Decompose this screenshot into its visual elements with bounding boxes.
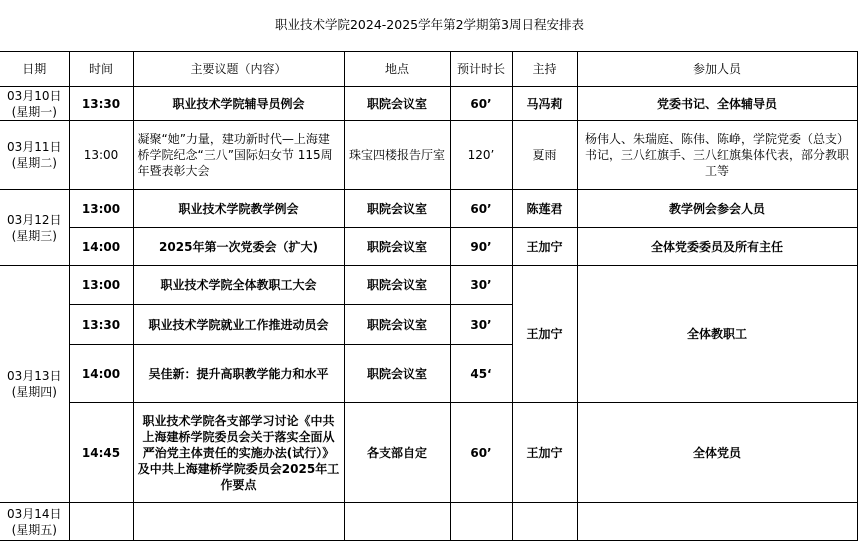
weekday-label: (星期三) (11, 228, 57, 243)
participants-cell: 教学例会参会人员 (577, 190, 857, 228)
duration-cell: 45‘ (450, 345, 512, 403)
duration-cell: 60’ (450, 87, 512, 121)
date-label: 03月10日 (6, 88, 62, 103)
table-row (0, 503, 857, 541)
duration-cell: 90’ (450, 228, 512, 266)
duration-cell: 60’ (450, 403, 512, 503)
date-label: 03月11日 (6, 140, 62, 154)
date-cell (0, 266, 69, 503)
date-label: 03月12日 (6, 212, 62, 227)
time-cell (69, 503, 133, 541)
table-row (0, 228, 857, 266)
host-cell: 王加宁 (512, 403, 577, 503)
weekday-label: (星期一) (11, 104, 57, 119)
duration-cell: 30’ (450, 305, 512, 345)
weekday-label: (星期四) (11, 385, 57, 399)
table-row (0, 121, 857, 190)
location-cell: 职院会议室 (344, 228, 450, 266)
table-row (0, 403, 857, 503)
time-cell: 13:00 (69, 190, 133, 228)
topic-cell: 吴佳新：提升高职教学能力和水平 (133, 345, 344, 403)
time-cell: 13:00 (69, 121, 133, 190)
topic-cell: 凝聚“她”力量，建功新时代—上海建桥学院纪念“三八”国际妇女节 115周年暨表彰大会 (133, 121, 344, 190)
time-cell: 13:30 (69, 87, 133, 121)
topic-cell: 职业技术学院全体教职工大会 (133, 266, 344, 305)
duration-cell: 30’ (450, 266, 512, 305)
duration-cell: 60’ (450, 190, 512, 228)
location-cell: 职院会议室 (344, 87, 450, 121)
location-cell: 职院会议室 (344, 190, 450, 228)
header-row (0, 52, 857, 87)
page-title: 职业技术学院2024-2025学年第2学期第3周日程安排表 (274, 17, 585, 32)
header-participants: 参加人员 (577, 52, 857, 87)
participants-cell: 党委书记、全体辅导员 (577, 87, 857, 121)
date-label: 03月14日 (6, 506, 62, 521)
topic-cell: 职业技术学院教学例会 (133, 190, 344, 228)
location-cell: 珠宝四楼报告厅室 (344, 121, 450, 190)
table-row (0, 266, 857, 305)
header-date: 日期 (0, 52, 69, 87)
participants-cell: 杨伟人、朱瑞庭、陈伟、陈峥，学院党委（总支）书记，三八红旗手、三八红旗集体代表，部分教职工等 (577, 121, 857, 190)
host-cell (512, 503, 577, 541)
duration-cell (450, 503, 512, 541)
participants-cell: 全体党员 (577, 403, 857, 503)
time-cell: 13:30 (69, 305, 133, 345)
participants-cell (577, 503, 857, 541)
weekday-label: (星期二) (11, 156, 57, 170)
topic-cell: 职业技术学院就业工作推进动员会 (133, 305, 344, 345)
date-cell (0, 87, 69, 121)
topic-cell: 2025年第一次党委会（扩大) (133, 228, 344, 266)
header-time: 时间 (69, 52, 133, 87)
participants-cell: 全体党委委员及所有主任 (577, 228, 857, 266)
date-cell (0, 503, 69, 541)
location-cell: 职院会议室 (344, 266, 450, 305)
host-cell: 王加宁 (512, 266, 577, 403)
topic-cell: 职业技术学院各支部学习讨论《中共上海建桥学院委员会关于落实全面从严治党主体责任的实施办法(试行）》及中共上海建桥学院委员会2025年工作要点 (133, 403, 344, 503)
location-cell (344, 503, 450, 541)
time-cell: 14:00 (69, 228, 133, 266)
header-location: 地点 (344, 52, 450, 87)
duration-cell: 120’ (450, 121, 512, 190)
location-cell: 职院会议室 (344, 345, 450, 403)
time-cell: 13:00 (69, 266, 133, 305)
date-label: 03月13日 (6, 369, 62, 383)
topic-cell: 职业技术学院辅导员例会 (133, 87, 344, 121)
host-cell: 马冯莉 (512, 87, 577, 121)
time-cell: 14:45 (69, 403, 133, 503)
header-duration: 预计时长 (450, 52, 512, 87)
schedule-table (0, 51, 858, 541)
participants-cell: 全体教职工 (577, 266, 857, 403)
topic-cell (133, 503, 344, 541)
host-cell: 陈莲君 (512, 190, 577, 228)
table-row (0, 87, 857, 121)
header-topic: 主要议题（内容） (133, 52, 344, 87)
header-host: 主持 (512, 52, 577, 87)
time-cell: 14:00 (69, 345, 133, 403)
host-cell: 夏雨 (512, 121, 577, 190)
weekday-label: (星期五) (11, 522, 57, 537)
date-cell (0, 190, 69, 266)
location-cell: 职院会议室 (344, 305, 450, 345)
location-cell: 各支部自定 (344, 403, 450, 503)
table-row (0, 190, 857, 228)
host-cell: 王加宁 (512, 228, 577, 266)
date-cell (0, 121, 69, 190)
